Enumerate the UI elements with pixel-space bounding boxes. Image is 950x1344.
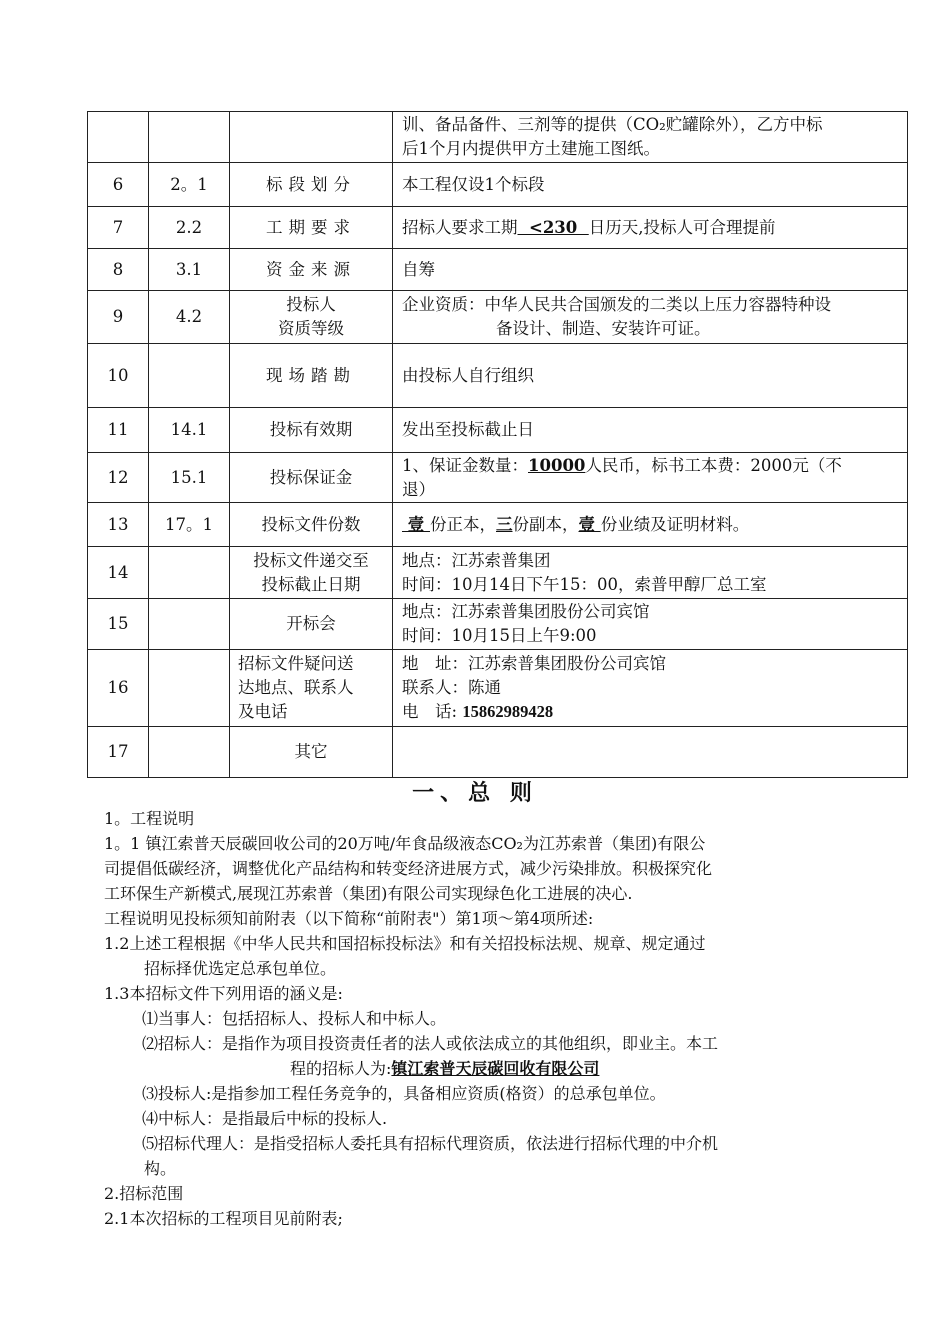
row-section — [149, 547, 230, 599]
row-content: 地点：江苏索普集团 时间：10月14日下午15：00，索普甲醇厂总工室 — [393, 547, 908, 599]
front-schedule-table — [87, 111, 908, 778]
definition-item: ⑴当事人：包括招标人、投标人和中标人。 — [142, 1009, 447, 1028]
row-number: 15 — [88, 599, 149, 650]
row-content: 招标人要求工期 <230 日历天,投标人可合理提前 — [393, 207, 908, 249]
row-item: 其它 — [230, 727, 393, 778]
table-row — [88, 344, 908, 408]
table-row — [88, 599, 908, 650]
paragraph: 2.1本次招标的工程项目见前附表; — [104, 1209, 343, 1228]
definition-item: ⑸招标代理人：是指受招标人委托具有招标代理资质，依法进行招标代理的中介机 — [142, 1134, 719, 1153]
table-row — [88, 207, 908, 249]
table-row — [88, 112, 908, 163]
row-section: 17。1 — [149, 503, 230, 547]
paragraph: 1.2上述工程根据《中华人民共和国招标投标法》和有关招投标法规、规章、规定通过 — [104, 934, 706, 953]
row-number: 8 — [88, 249, 149, 291]
row-item: 投标有效期 — [230, 408, 393, 453]
row-content: 企业资质：中华人民共合国颁发的二类以上压力容器特种设 备设计、制造、安装许可证。 — [393, 291, 908, 344]
row-number: 12 — [88, 453, 149, 503]
row-number: 14 — [88, 547, 149, 599]
row-item: 现场踏勘 — [230, 344, 393, 408]
row-section — [149, 344, 230, 408]
row-number: 13 — [88, 503, 149, 547]
row-item — [230, 112, 393, 163]
row-item: 投标文件递交至 投标截止日期 — [230, 547, 393, 599]
row-number: 9 — [88, 291, 149, 344]
row-section: 3.1 — [149, 249, 230, 291]
table-row — [88, 727, 908, 778]
row-number: 6 — [88, 163, 149, 207]
paragraph: 2.招标范围 — [104, 1184, 184, 1203]
row-item: 投标人 资质等级 — [230, 291, 393, 344]
row-content: 地 址：江苏索普集团股份公司宾馆 联系人：陈通 电 话: 15862989428 — [393, 650, 908, 727]
row-content: 自筹 — [393, 249, 908, 291]
row-section — [149, 650, 230, 727]
general-provisions-text — [104, 806, 864, 1231]
row-content: 地点：江苏索普集团股份公司宾馆 时间：10月15日上午9:00 — [393, 599, 908, 650]
row-section: 2。1 — [149, 163, 230, 207]
row-item: 资金来源 — [230, 249, 393, 291]
table-row — [88, 650, 908, 727]
definition-item: ⑷中标人：是指最后中标的投标人. — [142, 1109, 388, 1128]
row-number: 10 — [88, 344, 149, 408]
row-section — [149, 727, 230, 778]
tenderer-name: 镇江索普天辰碳回收有限公司 — [391, 1059, 600, 1078]
row-number: 11 — [88, 408, 149, 453]
paragraph: 工环保生产新模式,展现江苏索普（集团)有限公司实现绿色化工进展的决心. — [104, 884, 633, 903]
row-content: 壹 份正本，三份副本，壹 份业绩及证明材料。 — [393, 503, 908, 547]
row-section: 15.1 — [149, 453, 230, 503]
table-row — [88, 249, 908, 291]
definition-item: ⑶投标人:是指参加工程任务竞争的，具备相应资质(格资）的总承包单位。 — [142, 1084, 666, 1103]
row-number: 7 — [88, 207, 149, 249]
row-content: 1、保证金数量：10000人民币，标书工本费：2000元（不 退） — [393, 453, 908, 503]
row-item: 投标保证金 — [230, 453, 393, 503]
paragraph: 1。工程说明 — [104, 809, 195, 828]
duration-value: <230 — [517, 217, 589, 237]
row-number — [88, 112, 149, 163]
row-section: 14.1 — [149, 408, 230, 453]
definition-item: 程的招标人为:镇江索普天辰碳回收有限公司 — [290, 1059, 600, 1078]
paragraph: 招标择优选定总承包单位。 — [144, 959, 337, 978]
table-row — [88, 291, 908, 344]
paragraph: 司提倡低碳经济，调整优化产品结构和转变经济进展方式，减少污染排放。积极探究化 — [104, 859, 713, 878]
deposit-amount: 10000 — [528, 455, 586, 475]
row-section — [149, 599, 230, 650]
row-item: 标段划分 — [230, 163, 393, 207]
paragraph: 工程说明见投标须知前附表（以下简称“前附表"）第1项～第4项所述: — [104, 909, 594, 928]
contact-phone: 15862989428 — [462, 702, 554, 721]
row-item: 招标文件疑问送 达地点、联系人 及电话 — [230, 650, 393, 727]
paragraph: 1.3本招标文件下列用语的涵义是: — [104, 984, 343, 1003]
row-item: 投标文件份数 — [230, 503, 393, 547]
row-content: 由投标人自行组织 — [393, 344, 908, 408]
row-section: 2.2 — [149, 207, 230, 249]
section-title: 一、总 则 — [412, 781, 538, 806]
row-content: 发出至投标截止日 — [393, 408, 908, 453]
row-item: 开标会 — [230, 599, 393, 650]
row-item: 工期要求 — [230, 207, 393, 249]
row-content — [393, 727, 908, 778]
definition-item: ⑵招标人：是指作为项目投资责任者的法人或依法成立的其他组织，即业主。本工 — [142, 1034, 719, 1053]
table-row — [88, 408, 908, 453]
definition-item: 构。 — [144, 1159, 177, 1178]
paragraph: 1。1 镇江索普天辰碳回收公司的20万吨/年食品级液态CO₂为江苏索普（集团)有限公 — [104, 834, 706, 853]
table-row — [88, 453, 908, 503]
table-row — [88, 547, 908, 599]
row-number: 17 — [88, 727, 149, 778]
row-content: 训、备品备件、三剂等的提供（CO₂贮罐除外），乙方中标 后1个月内提供甲方土建施工图纸。 — [393, 112, 908, 163]
table-row — [88, 163, 908, 207]
row-section: 4.2 — [149, 291, 230, 344]
row-content: 本工程仅设1个标段 — [393, 163, 908, 207]
table-row — [88, 503, 908, 547]
row-section — [149, 112, 230, 163]
row-number: 16 — [88, 650, 149, 727]
